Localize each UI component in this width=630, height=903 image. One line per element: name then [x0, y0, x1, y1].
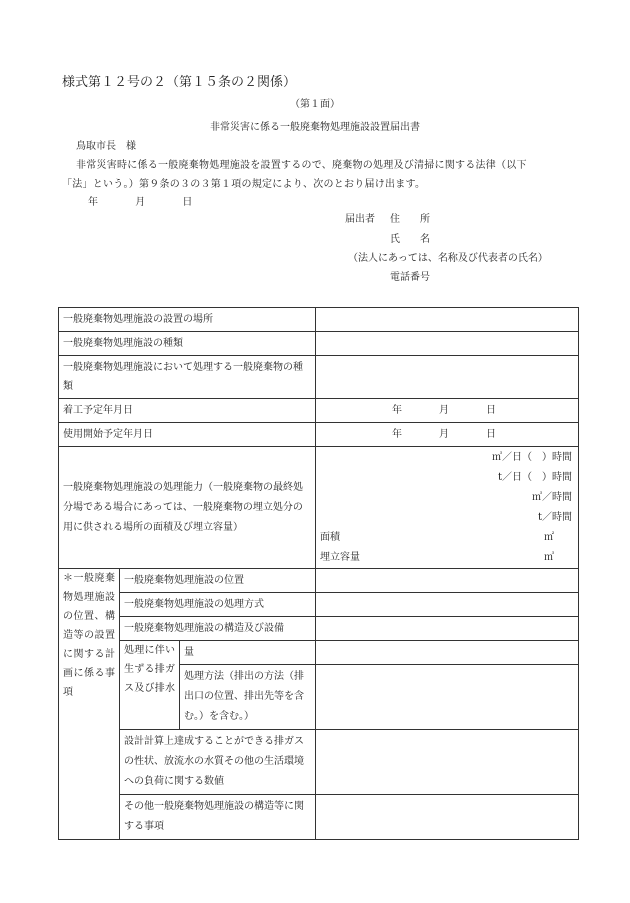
body-text-line-2: 「法」という。）第９条の３の３第１項の規定により、次のとおり届け出ます。: [62, 179, 426, 190]
use-date-field[interactable]: [316, 423, 579, 447]
capacity-t-per-day: t／日（ ）時間: [497, 471, 572, 483]
addressee: 鳥取市長 様: [76, 141, 136, 152]
use-year: 年: [392, 429, 402, 440]
capacity-t-per-hour: t／時間: [537, 511, 572, 523]
design-values-field[interactable]: [316, 730, 579, 795]
applicant-name-label: 氏 名: [390, 234, 430, 245]
start-month: 月: [439, 405, 449, 416]
start-year: 年: [392, 405, 402, 416]
structure-label: 一般廃棄物処理施設の構造及び設備: [120, 617, 316, 641]
waste-type-label: 一般廃棄物処理施設において処理する一般廃棄物の種類: [59, 356, 316, 399]
method-label: 一般廃棄物処理施設の処理方式: [120, 593, 316, 617]
use-date-label: 使用開始予定年月日: [59, 423, 316, 447]
location-label: 一般廃棄物処理施設の設置の場所: [59, 308, 316, 332]
position-label: 一般廃棄物処理施設の位置: [120, 569, 316, 593]
treatment-method-field[interactable]: [316, 665, 579, 730]
area-label: 面積: [320, 531, 340, 543]
page-face-label: （第１面）: [290, 99, 340, 110]
plan-section-label: ＊一般廃棄物処理施設の位置、構造等の設置に関する計画に係る事項: [59, 569, 120, 840]
other-matters-field[interactable]: [316, 795, 579, 840]
area-unit: ㎡: [544, 531, 554, 543]
structure-field[interactable]: [316, 617, 579, 641]
waste-type-field[interactable]: [316, 356, 579, 399]
form-number: 様式第１２号の２（第１５条の２関係）: [62, 75, 297, 90]
position-field[interactable]: [316, 569, 579, 593]
method-field[interactable]: [316, 593, 579, 617]
applicant-label: 届出者: [345, 214, 375, 225]
document-title: 非常災害に係る一般廃棄物処理施設設置届出書: [210, 122, 420, 133]
applicant-phone-label: 電話番号: [390, 272, 430, 283]
volume-unit: ㎥: [544, 551, 554, 563]
capacity-m3-per-day: ㎥／日（ ）時間: [492, 451, 572, 463]
use-month: 月: [439, 429, 449, 440]
start-date-label: 着工予定年月日: [59, 399, 316, 423]
submission-date: [88, 198, 192, 208]
applicant-corporate-note: （法人にあっては、名称及び代表者の氏名）: [348, 253, 548, 264]
facility-type-label: 一般廃棄物処理施設の種類: [59, 332, 316, 356]
other-matters-label: その他一般廃棄物処理施設の構造等に関する事項: [120, 795, 316, 840]
capacity-field[interactable]: [316, 447, 579, 569]
amount-label: 量: [180, 641, 316, 665]
application-table: [58, 307, 579, 840]
facility-type-field[interactable]: [316, 332, 579, 356]
start-date-field[interactable]: [316, 399, 579, 423]
volume-label: 埋立容量: [320, 551, 360, 563]
design-values-label: 設計計算上達成することができる排ガスの性状、放流水の水質その他の生活環境への負荷に関する数値: [120, 730, 316, 795]
treatment-method-label: 処理方法（排出の方法（排出口の位置、排出先等を含む。）を含む。）: [180, 665, 316, 730]
body-text-line-1: 非常災害時に係る一般廃棄物処理施設を設置するので、廃棄物の処理及び清掃に関する法律（以下: [76, 160, 527, 171]
date-day: 日: [182, 197, 193, 208]
gas-water-label: 処理に伴い生ずる排ガス及び排水: [120, 641, 180, 730]
start-day: 日: [486, 405, 496, 416]
capacity-label: 一般廃棄物処理施設の処理能力（一般廃棄物の最終処分場である場合にあっては、一般廃棄物の埋立処分の用に供される場所の面積及び埋立容量）: [59, 447, 316, 569]
use-day: 日: [486, 429, 496, 440]
date-year: 年: [88, 197, 98, 208]
date-month: 月: [135, 197, 146, 208]
capacity-m3-per-hour: ㎥／時間: [532, 491, 572, 503]
applicant-address-label: 住 所: [390, 214, 430, 225]
amount-field[interactable]: [316, 641, 579, 665]
location-field[interactable]: [316, 308, 579, 332]
